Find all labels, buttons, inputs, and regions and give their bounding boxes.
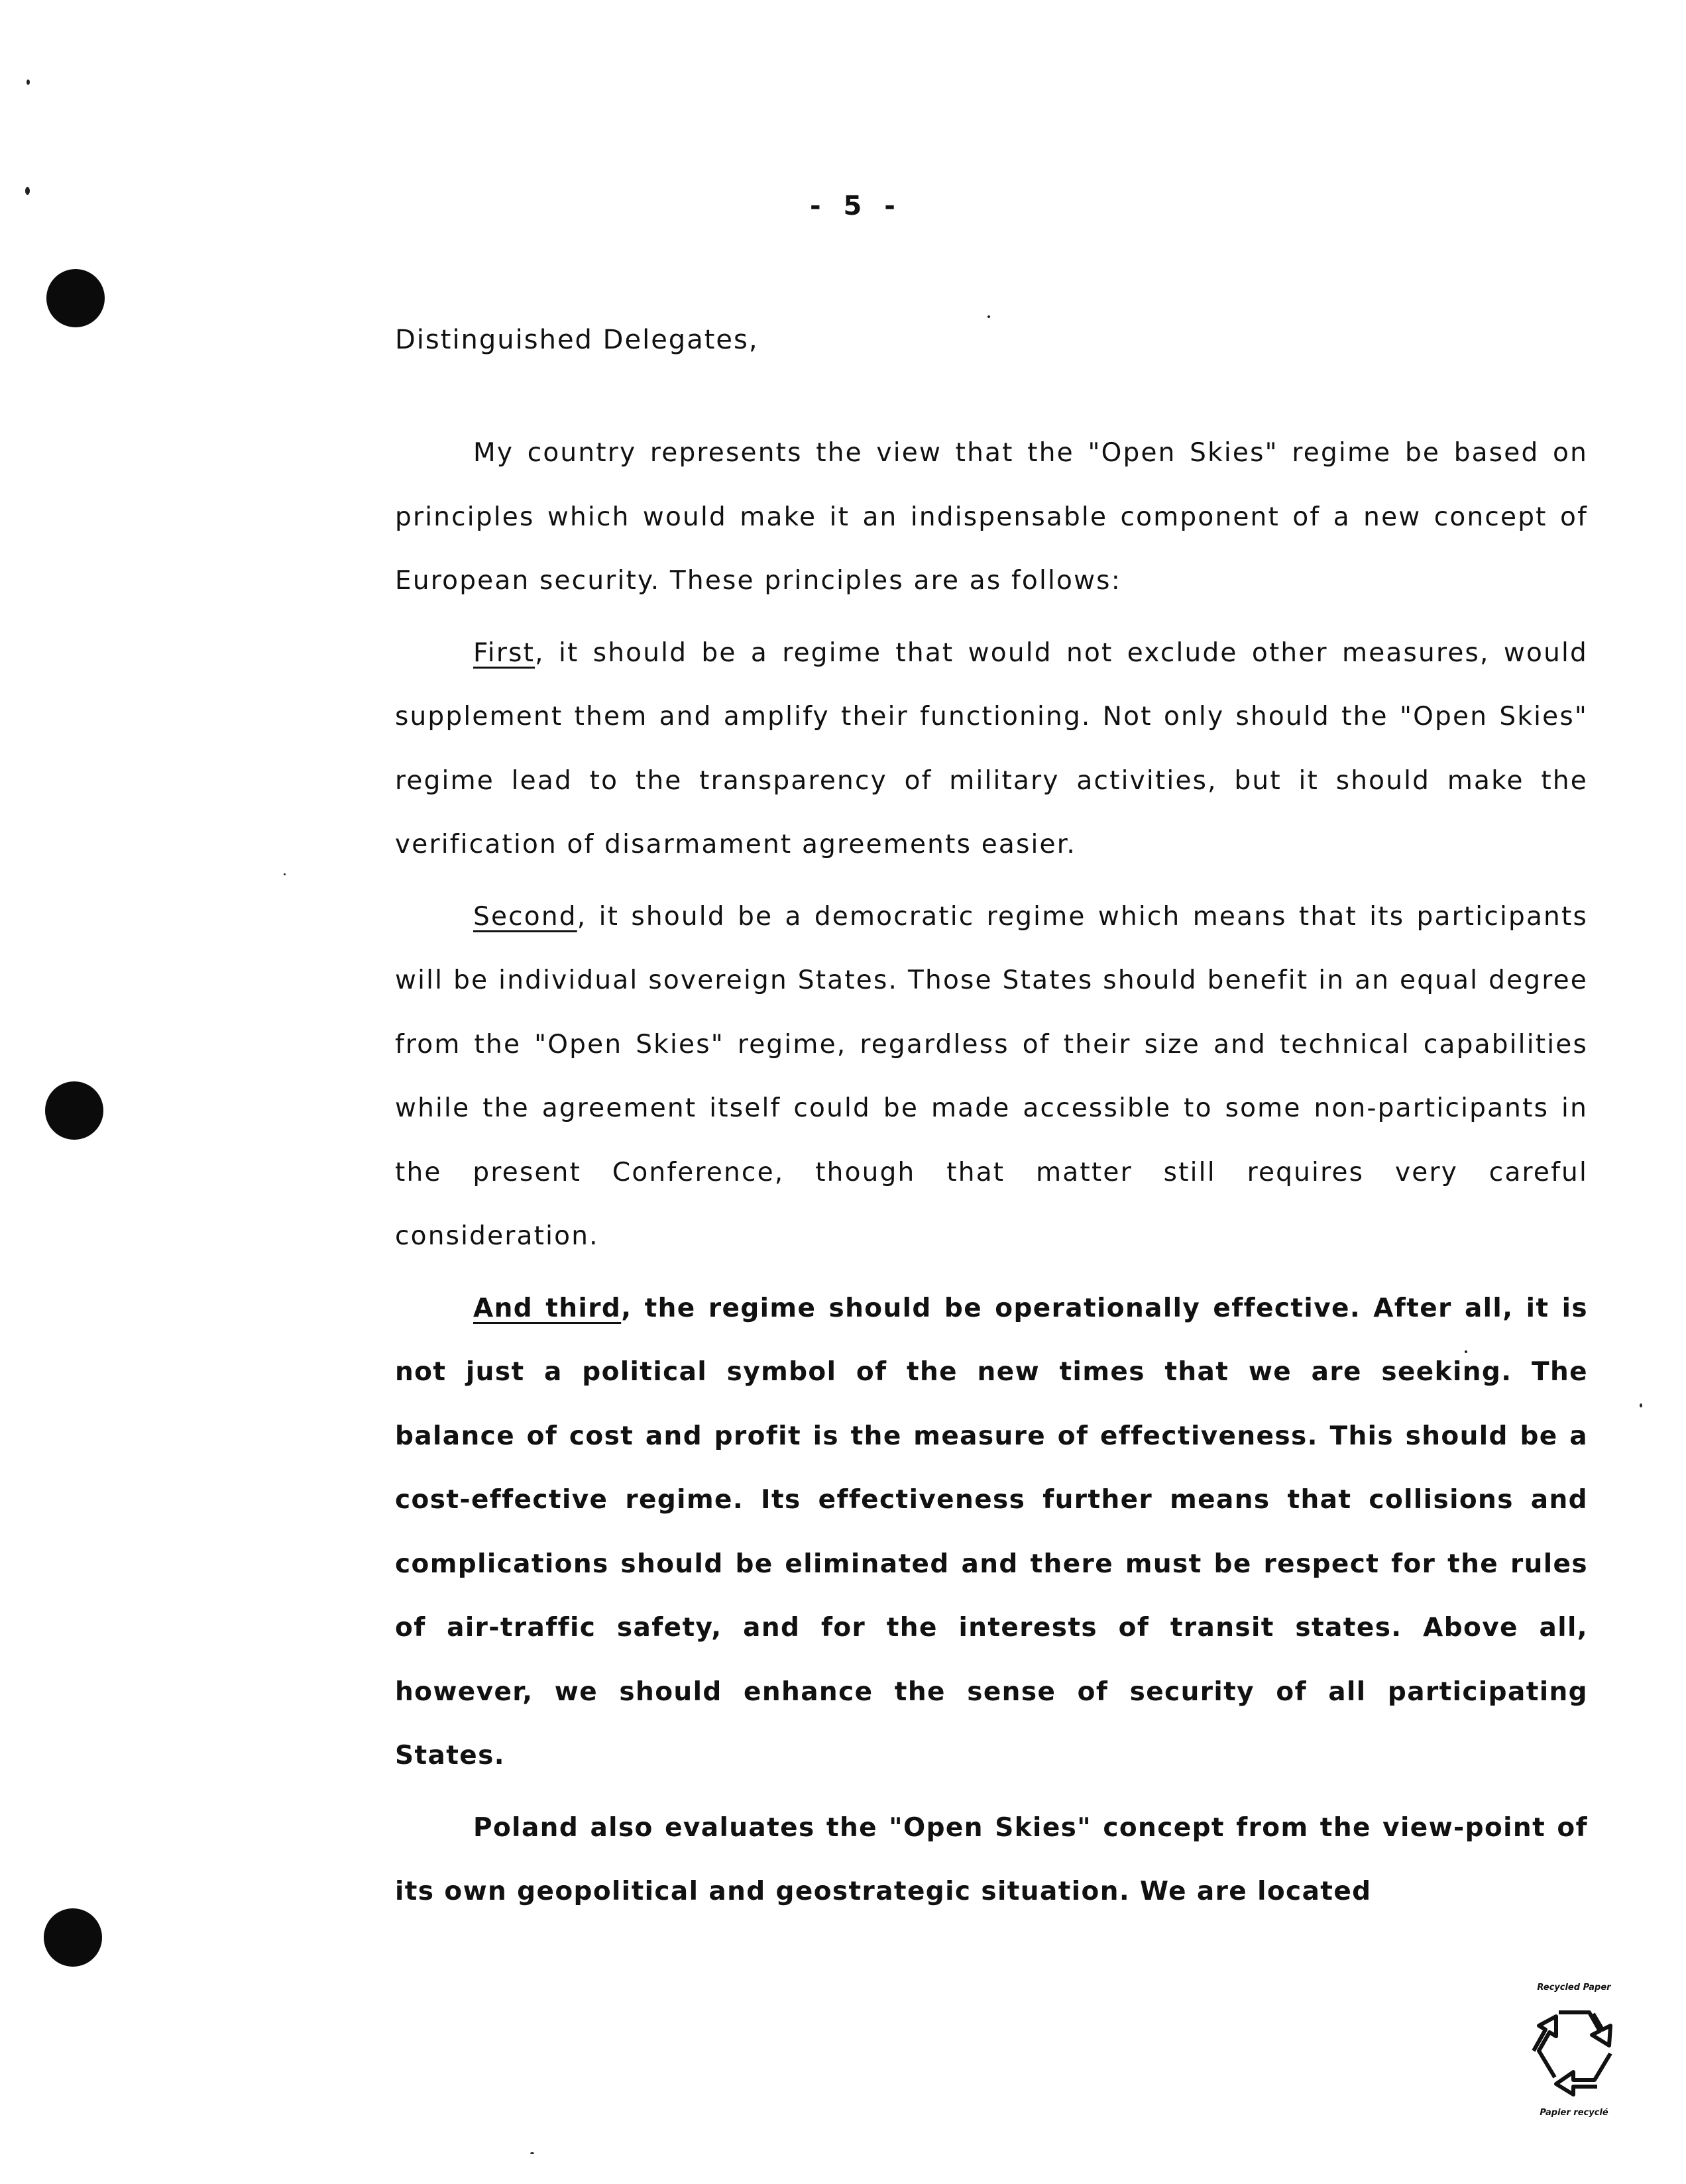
letter-body [395, 311, 1588, 1932]
paragraph-text: , the regime should be operationally effective. After all, it is not just a political symbol of the new times that we are seeking. The balance of cost and profit is the measure of effectiveness. This should be a cost-effective regime. Its effectiveness further means that collisions and complications should be eliminated and there must be respect for the rules of air-traffic safety, and for the interests of transit states. Above all, however, we should enhance the sense of security of all participating States. [395, 1293, 1588, 1771]
punch-hole-middle [45, 1081, 103, 1140]
paragraph-first-principle [395, 622, 1588, 877]
scan-speck [530, 2152, 534, 2154]
recycled-paper-logo [1518, 1983, 1630, 2128]
punch-hole-bottom [44, 1908, 102, 1967]
paragraph-text: Poland also evaluates the "Open Skies" concept from the view-point of its own geopolitical and geostrategic situation. We are located [395, 1812, 1588, 1906]
scan-speck [284, 873, 286, 875]
paragraph-lead: Second [473, 901, 577, 932]
paragraph-lead: First [473, 637, 535, 668]
scan-speck [1640, 1403, 1642, 1407]
paragraph-text: , it should be a democratic regime which means that its participants will be individual sovereign States. Those States should benefit in an equal degree from the "Open Skies" regime, regardless of their size and technical capabilities while the agreement itself could be made accessible to some non-participants in the present Conference, though that matter still requires very careful consideration. [395, 901, 1588, 1251]
scan-speck [27, 80, 30, 85]
scan-speck [25, 187, 30, 195]
paragraph-text: , it should be a regime that would not exclude other measures, would supplement them and amplify their functioning. Not only should the "Open Skies" regime lead to the transparency of military activities, but it should make the verification of disarmament agreements easier. [395, 637, 1588, 859]
paragraph-third-principle [395, 1277, 1588, 1788]
paragraph-principles-intro [395, 421, 1588, 614]
recycle-icon [1518, 1993, 1630, 2105]
punch-hole-top [46, 269, 105, 327]
paragraph-second-principle [395, 885, 1588, 1269]
salutation: Distinguished Delegates, [395, 325, 759, 355]
paragraph-lead: And third [473, 1293, 622, 1323]
page-number: - 5 - [810, 191, 902, 221]
paragraph-poland-viewpoint [395, 1796, 1588, 1924]
recycle-caption-bottom: Papier recyclé [1540, 2108, 1608, 2118]
recycle-caption-top: Recycled Paper [1537, 1983, 1611, 1993]
paragraph-text: My country represents the view that the "Open Skies" regime be based on principles which would make it an indispensable component of a new concept of European security. These principles are as follows: [395, 438, 1588, 596]
